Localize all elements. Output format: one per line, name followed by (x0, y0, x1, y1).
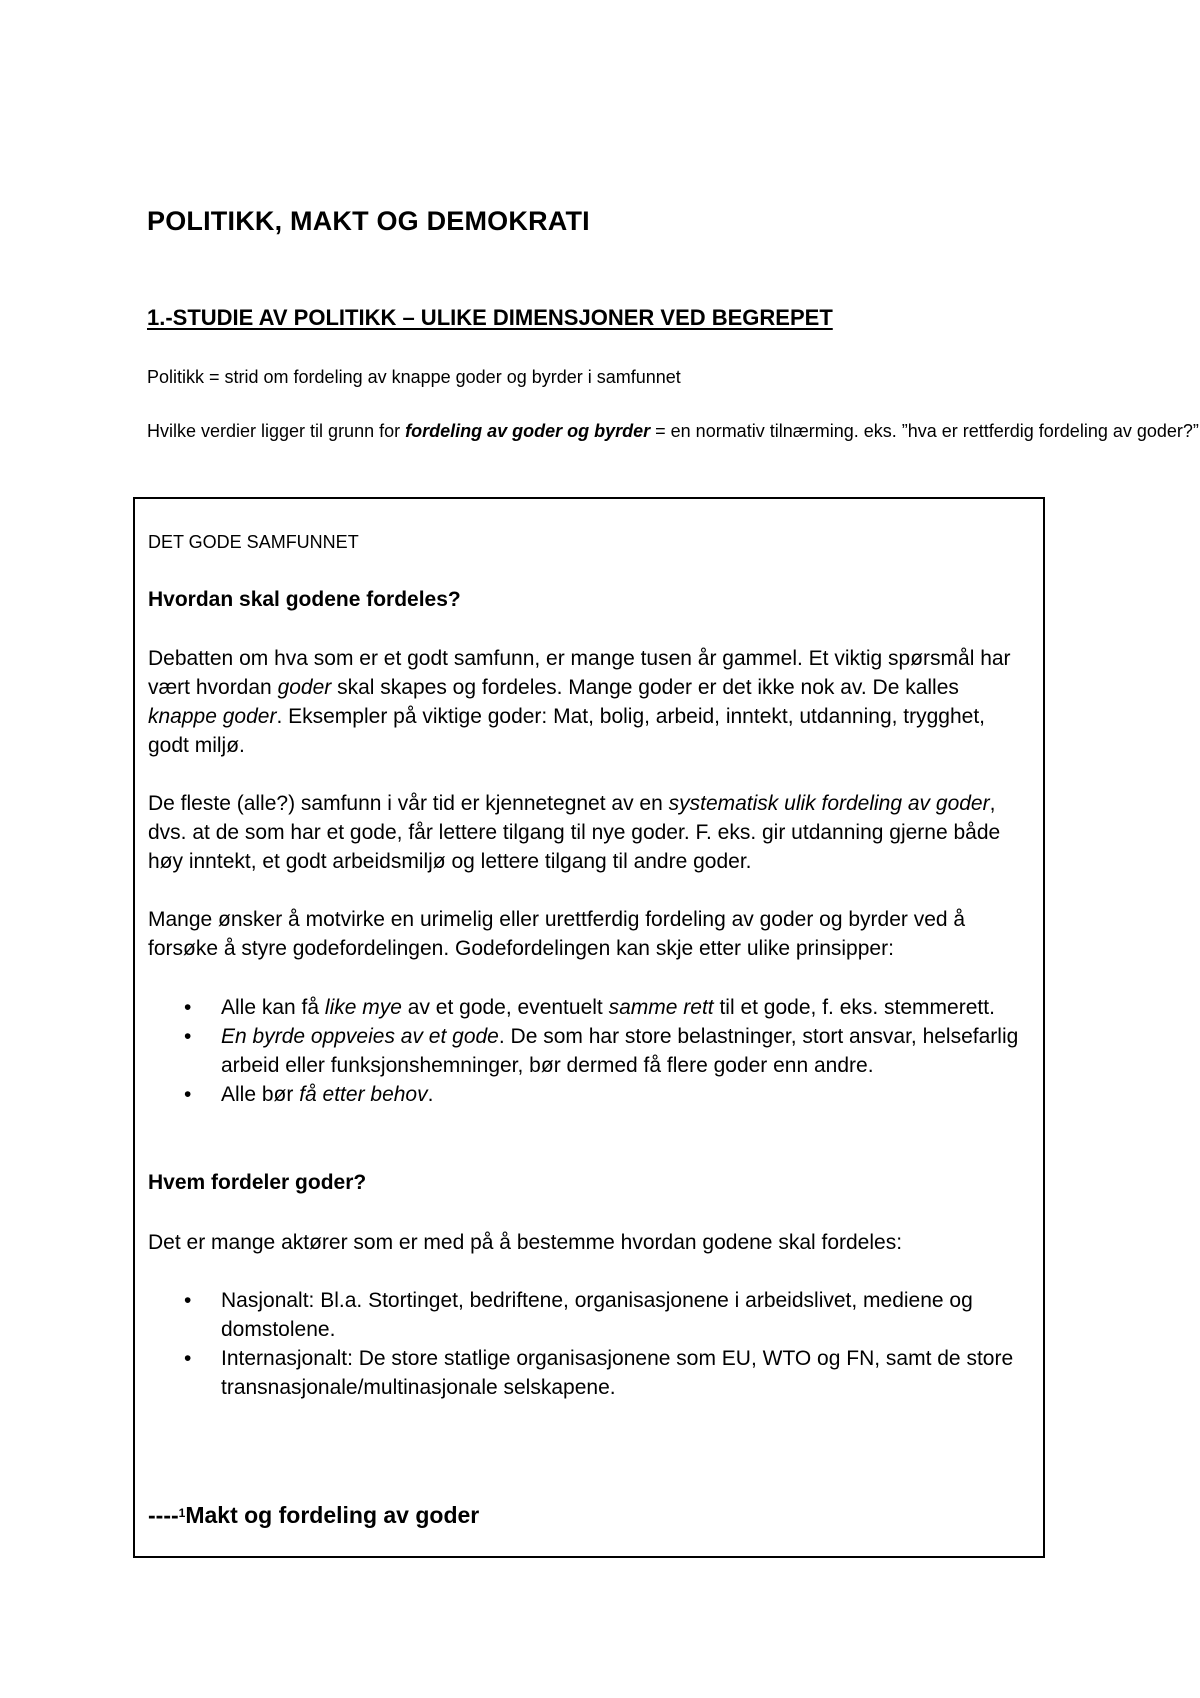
emphasis-span: knappe goder (148, 705, 277, 728)
page-title: POLITIKK, MAKT OG DEMOKRATI (147, 206, 590, 236)
list-item (148, 1344, 1029, 1402)
text-span: Nasjonalt: Bl.a. Stortinget, bedriftene, organisasjonene i arbeidslivet, mediene og domstolene. (221, 1289, 973, 1341)
paragraph-principles: Mange ønsker å motvirke en urimelig eller urettferdig fordeling av goder og byrder ved å forsøke å styre godefordelingen. Godefordelingen kan skje etter ulike prinsipper: (148, 908, 966, 960)
list-item (148, 1080, 1029, 1109)
bullet-icon: • (184, 1025, 192, 1048)
info-box (133, 497, 1045, 1558)
dash-prefix: ---- (148, 1502, 179, 1528)
text-span: . (427, 1083, 434, 1106)
closing-heading (148, 1501, 1029, 1530)
emphasis-span: systematisk ulik fordeling av goder (668, 792, 990, 815)
emphasis-span: få etter behov (299, 1083, 428, 1106)
emphasis-span: En byrde oppveies av et gode (221, 1025, 499, 1048)
text-span: av et gode, eventuelt (401, 996, 609, 1019)
question-heading-who-distributes: Hvem fordeler goder? (148, 1171, 367, 1194)
box-title: DET GODE SAMFUNNET (148, 532, 359, 552)
footnote-marker: 1 (178, 1506, 186, 1520)
paragraph-systematic-distribution (148, 789, 1029, 876)
principles-list (148, 993, 1029, 1109)
text-span: Internasjonalt: De store statlige organisasjonene som EU, WTO og FN, samt de store transnasjonale/multinasjonale selskapene. (221, 1347, 1014, 1399)
question-part-1: Hvilke verdier ligger til grunn for (147, 421, 406, 441)
text-span: til et gode, f. eks. stemmerett. (713, 996, 995, 1019)
list-item (148, 993, 1029, 1022)
bullet-icon: • (184, 1347, 192, 1370)
text-span: Debatten om hva som er et godt samfunn, er mange tusen år gammel. Et viktig spørsmål har vært hvordan (148, 647, 1011, 699)
actors-list (148, 1286, 1029, 1402)
list-item (148, 1022, 1029, 1080)
closing-heading-text: Makt og fordeling av goder (185, 1502, 480, 1528)
section-heading: 1.-STUDIE AV POLITIKK – ULIKE DIMENSJONER VED BEGREPET (147, 305, 833, 330)
text-span: Alle bør (221, 1083, 300, 1106)
normative-question-text (147, 418, 1199, 445)
text-span: , dvs. at de som har et gode, får lettere tilgang til nye goder. F. eks. gir utdanning gjerne både høy inntekt, et godt arbeidsmiljø og lettere tilgang til andre goder. (148, 792, 1001, 873)
bullet-icon: • (184, 1083, 192, 1106)
emphasis-span: goder (277, 676, 332, 699)
text-span: . De som har store belastninger, stort ansvar, helsefarlig arbeid eller funksjonshemninger, bør dermed få flere goder enn andre. (221, 1025, 1019, 1077)
bullet-icon: • (184, 1289, 192, 1312)
bullet-icon: • (184, 996, 192, 1019)
emphasis-span: samme rett (608, 996, 714, 1019)
text-span: skal skapes og fordeles. Mange goder er det ikke nok av. De kalles (331, 676, 959, 699)
list-item (148, 1286, 1029, 1344)
paragraph-actors: Det er mange aktører som er med på å bestemme hvordan godene skal fordeles: (148, 1231, 903, 1254)
text-span: Alle kan få (221, 996, 325, 1019)
question-part-2: = en normativ tilnærming. eks. ”hva er rettferdig fordeling av goder?” (650, 421, 1199, 441)
question-heading-distribution: Hvordan skal godene fordeles? (148, 588, 461, 611)
definition-text: Politikk = strid om fordeling av knappe goder og byrder i samfunnet (147, 367, 681, 387)
text-span: De fleste (alle?) samfunn i vår tid er kjennetegnet av en (148, 792, 669, 815)
text-span: . Eksempler på viktige goder: Mat, bolig, arbeid, inntekt, utdanning, trygghet, godt miljø. (148, 705, 986, 757)
paragraph-debate (148, 644, 1029, 760)
question-emphasis: fordeling av goder og byrder (405, 421, 651, 441)
emphasis-span: like mye (324, 996, 402, 1019)
